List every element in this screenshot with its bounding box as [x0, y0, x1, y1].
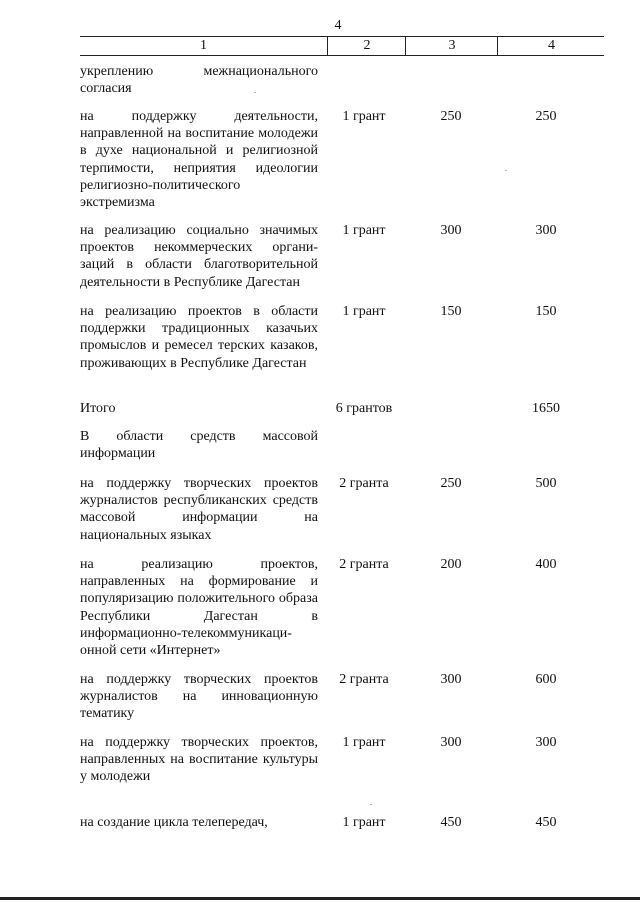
row-unit-amount: 200	[440, 557, 462, 572]
row-total-amount: 450	[535, 815, 557, 830]
row-total-amount: 500	[535, 476, 557, 491]
row-description: на поддержку деятельности, направленной на воспитание молодежи в духе национальной и религиозной терпимости, неприятия идеологии религиозно-политического экстремизма	[80, 109, 318, 211]
row-description: на поддержку творческих проектов журналистов на инновационную тематику	[80, 672, 318, 722]
row-unit-amount: 300	[440, 735, 462, 750]
row-description: на создание цикла телепередач,	[80, 815, 268, 830]
header-col-2: 2	[327, 37, 406, 55]
header-col-4: 4	[497, 37, 605, 55]
row-quantity: 1 грант	[342, 304, 386, 319]
scan-speck: .	[370, 798, 372, 807]
row-description: Итого	[80, 401, 116, 416]
row-description: на реализацию проектов, направленных на формирование и популяризацию положительного образа Республики Дагестан в информационно-телекоммуникаци-онной сети «Интернет»	[80, 557, 318, 659]
row-quantity: 1 грант	[342, 735, 386, 750]
row-description: на поддержку творческих проектов журналистов республиканских средств массовой информации на национальных языках	[80, 476, 318, 543]
row-quantity: 6 грантов	[335, 401, 393, 416]
bottom-border	[0, 897, 640, 900]
row-quantity: 2 гранта	[339, 672, 389, 687]
row-total-amount: 150	[535, 304, 557, 319]
row-description: на реализацию проектов в области поддержки традиционных казачьих промыслов и ремесел терских казаков, проживающих в Республике Дагестан	[80, 304, 318, 371]
row-unit-amount: 150	[440, 304, 462, 319]
row-description: укреплению межнационального согласия	[80, 64, 318, 97]
row-unit-amount: 300	[440, 223, 462, 238]
row-total-amount: 400	[535, 557, 557, 572]
row-description: на реализацию социально значимых проектов некоммерческих органи-заций в области благотворительной деятельности в Республике Дагестан	[80, 223, 318, 290]
row-quantity: 2 гранта	[339, 476, 389, 491]
row-unit-amount: 250	[440, 476, 462, 491]
row-quantity: 2 гранта	[339, 557, 389, 572]
row-quantity: 1 грант	[342, 109, 386, 124]
scan-speck: .	[505, 164, 507, 173]
row-total-amount: 300	[535, 735, 557, 750]
row-unit-amount: 300	[440, 672, 462, 687]
header-col-3: 3	[405, 37, 498, 55]
scan-speck: .	[254, 86, 256, 95]
row-description: на поддержку творческих проектов, направленных на воспитание культуры у молодежи	[80, 735, 318, 785]
row-total-amount: 250	[535, 109, 557, 124]
row-total-amount: 300	[535, 223, 557, 238]
row-quantity: 1 грант	[342, 223, 386, 238]
row-total-amount: 1650	[532, 401, 560, 416]
section-heading: В области средств массовой информации	[80, 429, 318, 462]
row-quantity: 1 грант	[342, 815, 386, 830]
table-header	[80, 36, 604, 56]
page-number: 4	[334, 18, 342, 33]
row-total-amount: 600	[535, 672, 557, 687]
row-unit-amount: 450	[440, 815, 462, 830]
row-unit-amount: 250	[440, 109, 462, 124]
header-col-1: 1	[200, 38, 207, 53]
